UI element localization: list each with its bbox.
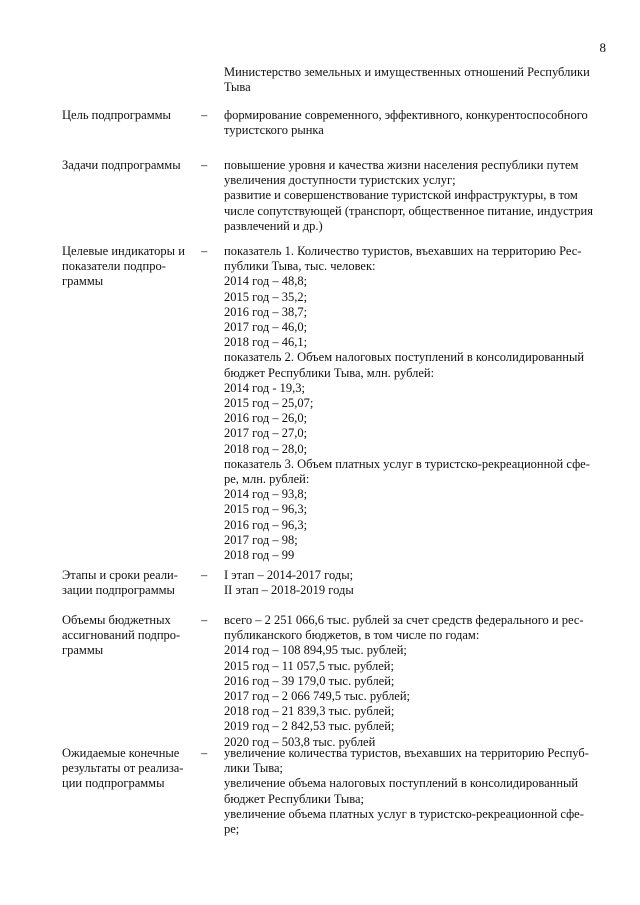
section-text-indicators: 2015 год – 35,2; <box>224 289 308 304</box>
section-label-budget: граммы <box>62 643 104 658</box>
section-text-budget: 2020 год – 503,8 тыс. рублей <box>224 734 376 749</box>
section-text-tasks: повышение уровня и качества жизни населения республики путем <box>224 158 579 172</box>
section-label-stages: зации подпрограммы <box>62 583 175 598</box>
section-text-budget: 2014 год – 108 894,95 тыс. рублей; <box>224 643 407 658</box>
section-text-indicators: показатель 1. Количество туристов, въехавших на территорию Рес- <box>224 244 582 258</box>
section-label-results: результаты от реализа- <box>62 761 184 776</box>
section-dash: – <box>201 568 208 582</box>
intro-line: Тыва <box>224 80 251 95</box>
section-text-indicators: 2014 год - 19,3; <box>224 380 305 395</box>
section-text-indicators: 2018 год – 46,1; <box>224 335 308 350</box>
section-dash: – <box>201 108 208 122</box>
section-text-indicators: ре, млн. рублей: <box>224 472 310 486</box>
section-text-budget: 2018 год – 21 839,3 тыс. рублей; <box>224 704 395 719</box>
section-label-results: Ожидаемые конечные <box>62 746 180 760</box>
section-text-budget: публиканского бюджетов, в том числе по годам: <box>224 628 480 643</box>
section-label-goal: Цель подпрограммы <box>62 108 171 122</box>
section-dash: – <box>201 158 208 172</box>
section-text-budget: 2017 год – 2 066 749,5 тыс. рублей; <box>224 689 411 703</box>
section-text-goal: туристского рынка <box>224 123 324 138</box>
section-dash: – <box>201 746 208 760</box>
section-text-results: бюджет Республики Тыва; <box>224 791 365 806</box>
section-text-results: ре; <box>224 822 240 836</box>
section-text-budget: всего – 2 251 066,6 тыс. рублей за счет средств федерального и рес- <box>224 613 584 627</box>
section-text-indicators: показатель 3. Объем платных услуг в туристско-рекреационной сфе- <box>224 456 590 471</box>
section-text-indicators: 2014 год – 93,8; <box>224 487 308 502</box>
section-text-tasks: увеличения доступности туристских услуг; <box>224 173 456 188</box>
section-label-stages: Этапы и сроки реали- <box>62 568 178 582</box>
section-label-indicators: граммы <box>62 274 104 289</box>
section-text-indicators: бюджет Республики Тыва, млн. рублей: <box>224 365 435 380</box>
section-text-indicators: 2016 год – 96,3; <box>224 517 308 532</box>
page-number: 8 <box>599 40 606 55</box>
section-text-indicators: 2015 год – 25,07; <box>224 396 314 410</box>
section-text-tasks: развитие и совершенствование туристской инфраструктуры, в том <box>224 188 578 203</box>
section-label-indicators: Целевые индикаторы и <box>62 244 185 258</box>
section-text-indicators: 2017 год – 46,0; <box>224 320 308 334</box>
section-label-budget: ассигнований подпро- <box>62 628 181 643</box>
section-dash: – <box>201 244 208 258</box>
section-text-goal: формирование современного, эффективного, конкурентоспособного <box>224 108 588 122</box>
section-text-tasks: числе сопутствующей (транспорт, общественное питание, индустрия <box>224 203 593 218</box>
section-text-results: увеличение количества туристов, въехавших на территорию Респуб- <box>224 746 589 760</box>
section-text-indicators: показатель 2. Объем налоговых поступлений в консолидированный <box>224 350 585 365</box>
section-text-indicators: 2016 год – 38,7; <box>224 304 308 319</box>
section-text-results: лики Тыва; <box>224 761 283 776</box>
section-dash: – <box>201 613 208 627</box>
section-text-budget: 2015 год – 11 057,5 тыс. рублей; <box>224 658 394 673</box>
section-text-stages: I этап – 2014-2017 годы; <box>224 568 354 582</box>
section-text-indicators: публики Тыва, тыс. человек: <box>224 259 376 274</box>
section-text-budget: 2016 год – 39 179,0 тыс. рублей; <box>224 673 395 688</box>
section-text-indicators: 2018 год – 99 <box>224 548 295 562</box>
section-label-budget: Объемы бюджетных <box>62 613 171 627</box>
section-text-indicators: 2015 год – 96,3; <box>224 502 308 517</box>
section-text-stages: II этап – 2018-2019 годы <box>224 583 354 598</box>
intro-line: Министерство земельных и имущественных отношений Республики <box>224 65 590 79</box>
section-label-tasks: Задачи подпрограммы <box>62 158 181 172</box>
section-text-indicators: 2017 год – 98; <box>224 532 298 547</box>
section-text-budget: 2019 год – 2 842,53 тыс. рублей; <box>224 719 395 734</box>
section-label-indicators: показатели подпро- <box>62 259 166 274</box>
section-text-indicators: 2014 год – 48,8; <box>224 274 308 289</box>
section-text-indicators: 2017 год – 27,0; <box>224 426 308 441</box>
section-text-results: увеличение объема платных услуг в туристско-рекреационной сфе- <box>224 806 584 821</box>
section-text-tasks: развлечений и др.) <box>224 218 323 233</box>
section-text-results: увеличение объема налоговых поступлений в консолидированный <box>224 776 579 791</box>
section-text-indicators: 2018 год – 28,0; <box>224 441 308 456</box>
section-text-indicators: 2016 год – 26,0; <box>224 411 308 426</box>
section-label-results: ции подпрограммы <box>62 776 165 791</box>
